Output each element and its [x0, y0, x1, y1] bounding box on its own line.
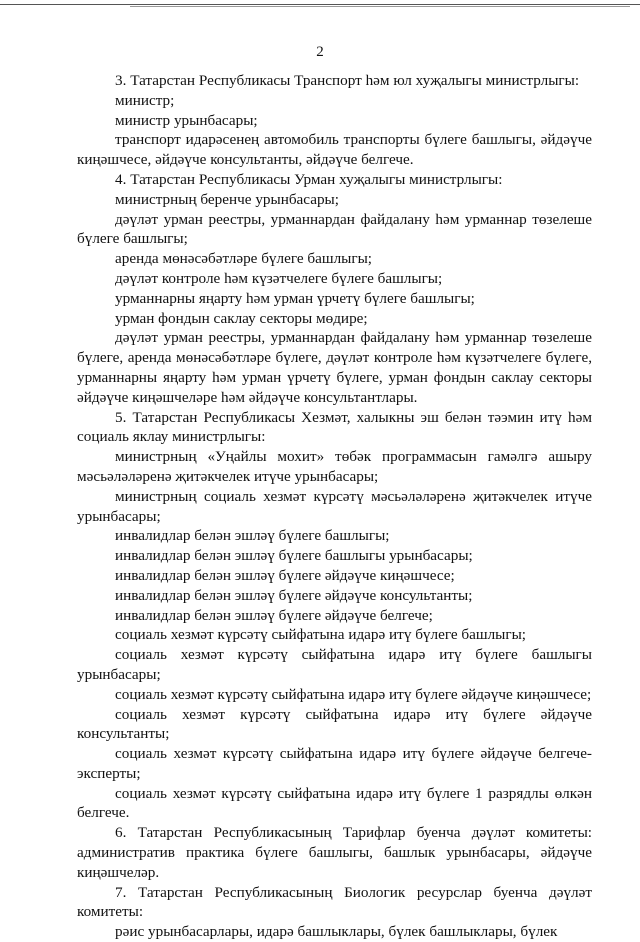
paragraph: министрның социаль хезмәт күрсәтү мәсьәләләренә җитәкчелек итүче урынбасары; [77, 487, 592, 525]
paragraph: министр урынбасары; [115, 111, 258, 129]
paragraph: урманнарны яңарту һәм урман үрчетү бүлеге башлыгы; [115, 289, 475, 307]
paragraph: министр; [115, 91, 175, 109]
paragraph: социаль хезмәт күрсәтү сыйфатына идарә итү бүлеге әйдәүче консультанты; [77, 705, 592, 743]
paragraph: инвалидлар белән эшләү бүлеге башлыгы урынбасары; [115, 547, 473, 565]
page-number: 2 [316, 44, 324, 60]
paragraph: дәүләт контроле һәм күзәтчелеге бүлеге башлыгы; [115, 269, 443, 287]
paragraph: инвалидлар белән эшләү бүлеге әйдәүче консультанты; [115, 586, 473, 604]
paragraph: министрның «Уңайлы мохит» төбәк программасын гамәлгә ашыру мәсьәләләренә җитәкчелек итүче урынбасары; [77, 448, 592, 485]
paragraph: социаль хезмәт күрсәтү сыйфатына идарә итү бүлеге башлыгы; [115, 626, 527, 644]
paragraph: транспорт идарәсенең автомобиль транспорты бүлеге башлыгы, әйдәүче киңәшчесе, әйдәүче консультанты, әйдәүче белгече. [77, 131, 592, 169]
paragraph: 3. Татарстан Республикасы Транспорт һәм юл хуҗалыгы министрлыгы: [115, 72, 580, 89]
paragraph: социаль хезмәт күрсәтү сыйфатына идарә итү бүлеге әйдәүче белгече-эксперты; [77, 745, 592, 782]
paragraph: урман фондын саклау секторы мөдире; [115, 309, 368, 327]
paragraph: рәис урынбасарлары, идарә башлыклары, бүлек башлыклары, бүлек [115, 923, 558, 941]
paragraph: социаль хезмәт күрсәтү сыйфатына идарә итү бүлеге әйдәүче киңәшчесе; [115, 685, 592, 703]
paragraph: инвалидлар белән эшләү бүлеге башлыгы; [115, 527, 390, 545]
paragraph: социаль хезмәт күрсәтү сыйфатына идарә итү бүлеге башлыгы урынбасары; [77, 646, 592, 683]
paragraph: инвалидлар белән эшләү бүлеге әйдәүче белгече; [115, 606, 433, 624]
paragraph: дәүләт урман реестры, урманнардан файдалану һәм урманнар төзелеше бүлеге, аренда мөнәсәбәтләре бүлеге, дәүләт контроле һәм күзәтчелеге бүлеге, урманнарны яңарту һәм урман үрчетү бүлеге, урман фондын саклау секторы әйдәүче киңәшчеләре һәм әйдәүче консультантлары. [77, 329, 592, 406]
paragraph: аренда мөнәсәбәтләре бүлеге башлыгы; [115, 250, 373, 268]
paragraph: инвалидлар белән эшләү бүлеге әйдәүче киңәшчесе; [115, 566, 455, 584]
paragraph: 7. Татарстан Республикасының Биологик ресурслар буенча дәүләт комитеты: [77, 883, 592, 921]
paragraph: дәүләт урман реестры, урманнардан файдалану һәм урманнар төзелеше бүлеге башлыгы; [77, 210, 592, 248]
paragraph: 4. Татарстан Республикасы Урман хуҗалыгы министрлыгы: [115, 170, 503, 188]
paragraph: министрның беренче урынбасары; [115, 190, 339, 208]
paragraph: 5. Татарстан Республикасы Хезмәт, халыкны эш белән тәэмин итү һәм социаль яклау министрлыгы: [77, 408, 592, 446]
document-body [77, 71, 592, 942]
paragraph: социаль хезмәт күрсәтү сыйфатына идарә итү бүлеге 1 разрядлы өлкән белгече. [77, 784, 592, 822]
paragraph: 6. Татарстан Республикасының Тарифлар буенча дәүләт комитеты: административ практика бүлеге башлыгы, башлык урынбасары, әйдәүче киңәшчеләр. [77, 824, 592, 881]
top-border-line [0, 0, 640, 8]
